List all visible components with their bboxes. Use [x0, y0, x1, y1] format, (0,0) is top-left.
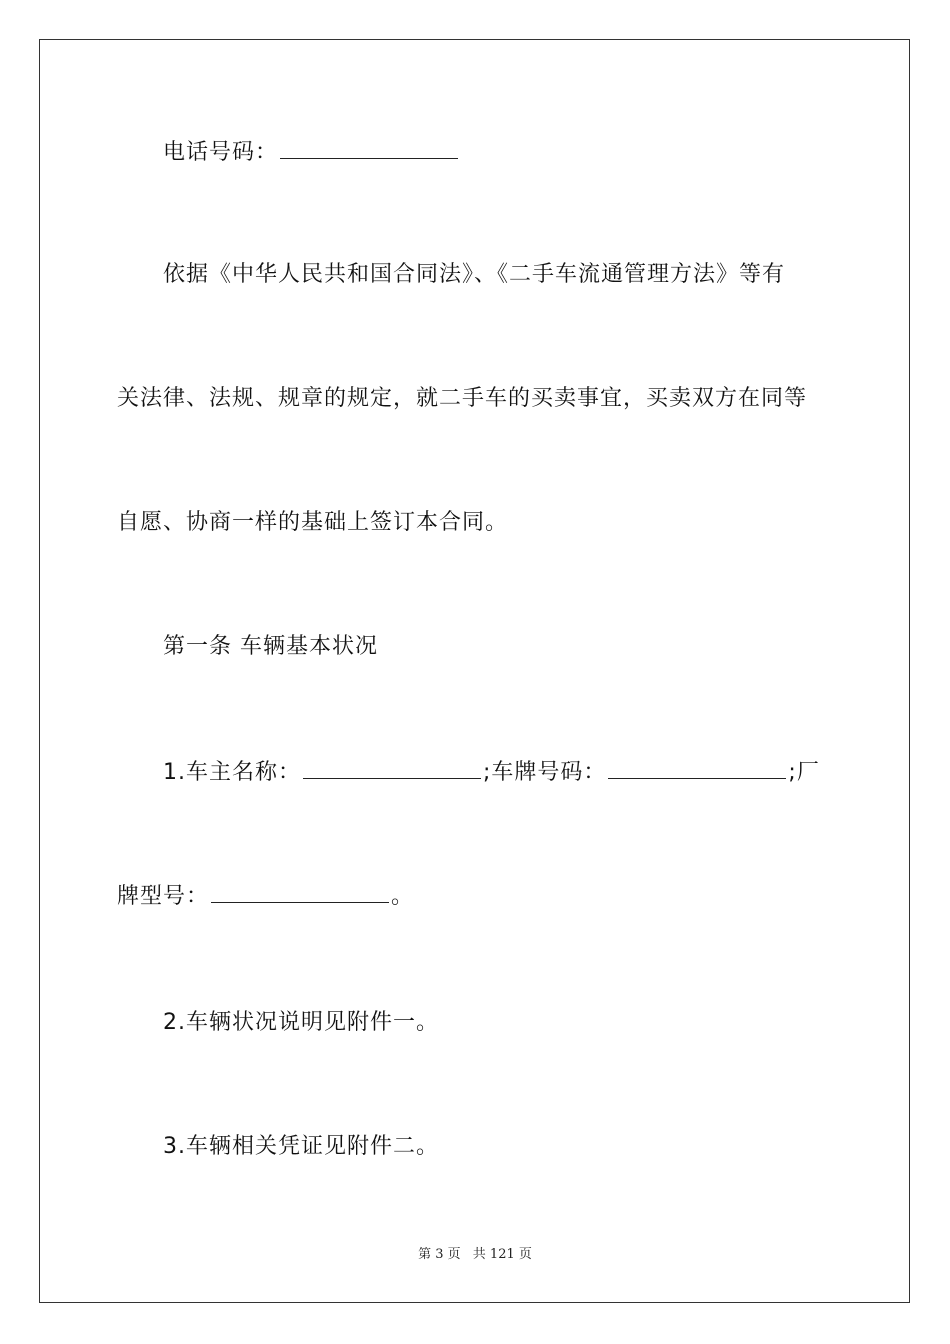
intro-line-1: 依据《中华人民共和国合同法》、《二手车流通管理方法》等有 [163, 262, 786, 287]
owner-label: 1.车主名称： [163, 760, 301, 785]
item-1-end: 。 [391, 884, 415, 909]
phone-line [163, 138, 460, 168]
item-1-line [163, 758, 820, 788]
page-border [39, 39, 910, 1303]
brand-blank [211, 882, 389, 903]
intro-line-3: 自愿、协商一样的基础上签订本合同。 [117, 510, 509, 535]
page-current: 第 3 页 [418, 1247, 461, 1262]
phone-blank [280, 138, 458, 159]
item-2: 2.车辆状况说明见附件一。 [163, 1010, 439, 1035]
owner-blank [303, 758, 481, 779]
plate-blank [608, 758, 786, 779]
page-footer [0, 1246, 950, 1264]
brand-label-part1: ;厂 [788, 760, 820, 785]
intro-line-2: 关法律、法规、规章的规定，就二手车的买卖事宜，买卖双方在同等 [117, 386, 808, 411]
plate-label: ;车牌号码： [483, 760, 607, 785]
brand-label-part2: 牌型号： [117, 884, 210, 909]
article-1-title: 第一条 车辆基本状况 [163, 634, 378, 659]
phone-label: 电话号码： [163, 140, 279, 165]
item-1-line-2 [117, 882, 414, 912]
item-3: 3.车辆相关凭证见附件二。 [163, 1134, 439, 1159]
page-total: 共 121 页 [472, 1247, 532, 1262]
